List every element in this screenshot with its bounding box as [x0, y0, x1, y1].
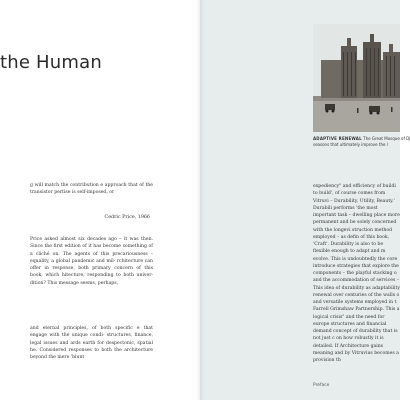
chapter-title: the Human: [0, 52, 102, 73]
caption-label: ADAPTIVE RENEWAL: [313, 136, 362, 141]
caption-line-2: seasons that ultimately improve the l: [313, 141, 388, 147]
intro-paragraph-block: [30, 236, 153, 287]
left-page: [0, 0, 200, 400]
closing-paragraph-block: [30, 325, 153, 361]
right-body-text: expediency" and efficiency of buildi to build', of course comes from Vitruvi – Durability, Utility, Beauty.' Durabili performs 'the most important task – dwelling place more permanent and be solely concerned with the longevi struction method employed – as defin of this book, 'Craft'. Durability is also to be flexible enough to adapt and m evolve. This is undoubtedly the core introduce strategies that explore the components – the playful stacking o and the accommodation of services – This idea of durability as adaptability renewal over centuries of the walls o and versatile systems employed in t Farrell Grimshaw Partnership. This a logical crisis" and the need for europe structures and financial demand concept of durability that is not just c on how robustly it is detailed. If Architecture gains meaning and by Vitruvius becomes a provision th: [313, 184, 400, 363]
intro-paragraph: Price asked almost six decades ago – it was then. Since the first edition of it has become something of a cliché on. The agents of this precariousness – equality, a global pandemic and mil- rchitecture can offer in response, both primary concern of this book, which hitecture, responding to both univer- dition? This message seems, perhaps,: [30, 237, 153, 286]
epigraph-attribution: Cedric Price, 1966: [104, 215, 150, 220]
book-gutter: [196, 0, 204, 400]
closing-paragraph: and eternal principles, of both specific e that engage with the unique condi- structures, finance, legal issues and ards earth for despectonic, spatial he. Considered responses to both the architecture beyond the mere 'blunt: [30, 326, 153, 360]
epigraph-text: g will match the contribution e approach that of the transistor pertise is self-imposed, or: [30, 183, 153, 196]
right-body-column: [313, 183, 400, 364]
mosque-photo-illustration: [313, 24, 400, 132]
mosque-photo: [313, 24, 400, 132]
caption-text: The Great Mosque of Dj: [363, 136, 410, 141]
running-footer: Preface: [313, 383, 330, 388]
photo-caption: [313, 136, 410, 147]
epigraph-quote: [30, 182, 153, 197]
